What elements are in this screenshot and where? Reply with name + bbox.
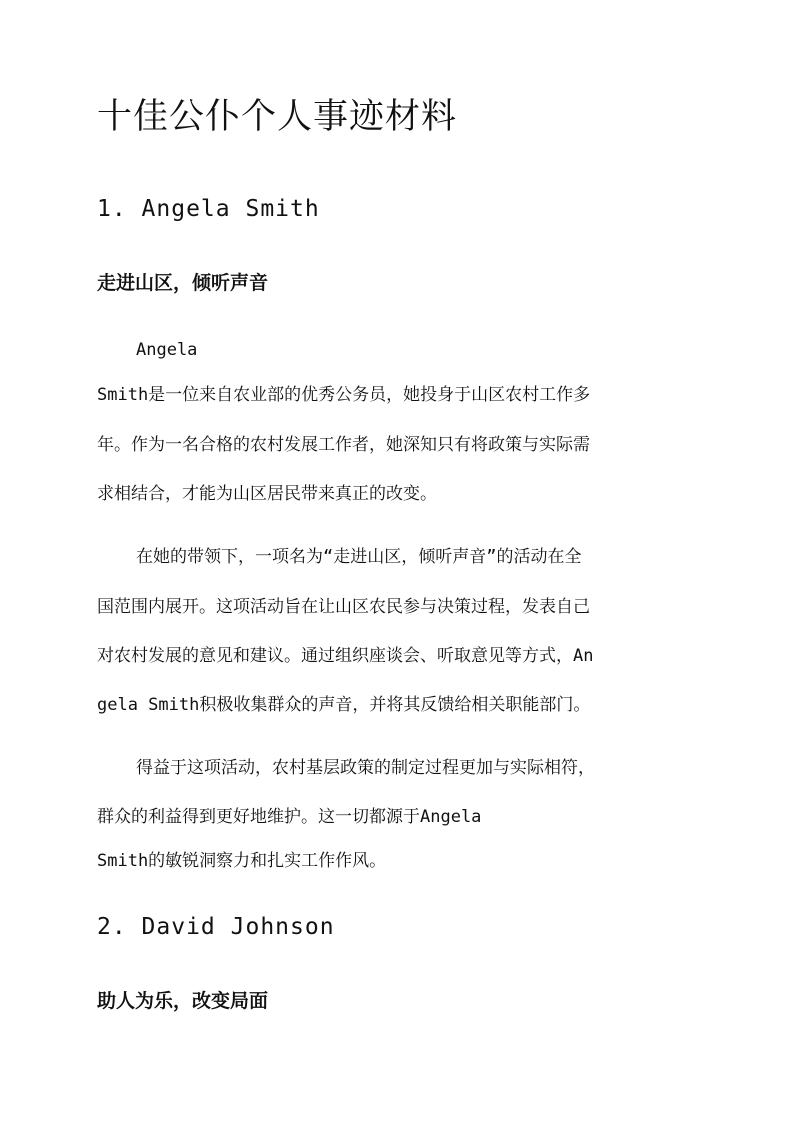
paragraph-3-line-2: 群众的利益得到更好地维护。这一切都源于Angela <box>97 807 482 827</box>
section-heading-2: 2. David Johnson <box>97 914 335 940</box>
section-heading-1: 1. Angela Smith <box>97 196 320 222</box>
paragraph-1-line-1: Angela <box>136 340 198 360</box>
section-subheading-1: 走进山区，倾听声音 <box>97 272 269 294</box>
paragraph-1-line-3: 年。作为一名合格的农村发展工作者，她深知只有将政策与实际需 <box>97 435 590 455</box>
section-subheading-2: 助人为乐，改变局面 <box>97 990 269 1012</box>
paragraph-2-line-2: 国范围内展开。这项活动旨在让山区农民参与决策过程，发表自己 <box>97 597 590 617</box>
paragraph-3-line-3: Smith的敏锐洞察力和扎实工作作风。 <box>97 851 387 871</box>
paragraph-3-line-1: 得益于这项活动，农村基层政策的制定过程更加与实际相符， <box>136 758 595 778</box>
paragraph-1-line-4: 求相结合，才能为山区居民带来真正的改变。 <box>97 484 437 504</box>
paragraph-2-line-4: gela Smith积极收集群众的声音，并将其反馈给相关职能部门。 <box>97 695 591 715</box>
paragraph-2-line-3: 对农村发展的意见和建议。通过组织座谈会、听取意见等方式，An <box>97 646 594 666</box>
document-title: 十佳公仆个人事迹材料 <box>97 97 458 137</box>
paragraph-1-line-2: Smith是一位来自农业部的优秀公务员，她投身于山区农村工作多 <box>97 385 591 405</box>
paragraph-2-line-1: 在她的带领下，一项名为“走进山区，倾听声音”的活动在全 <box>136 547 582 567</box>
